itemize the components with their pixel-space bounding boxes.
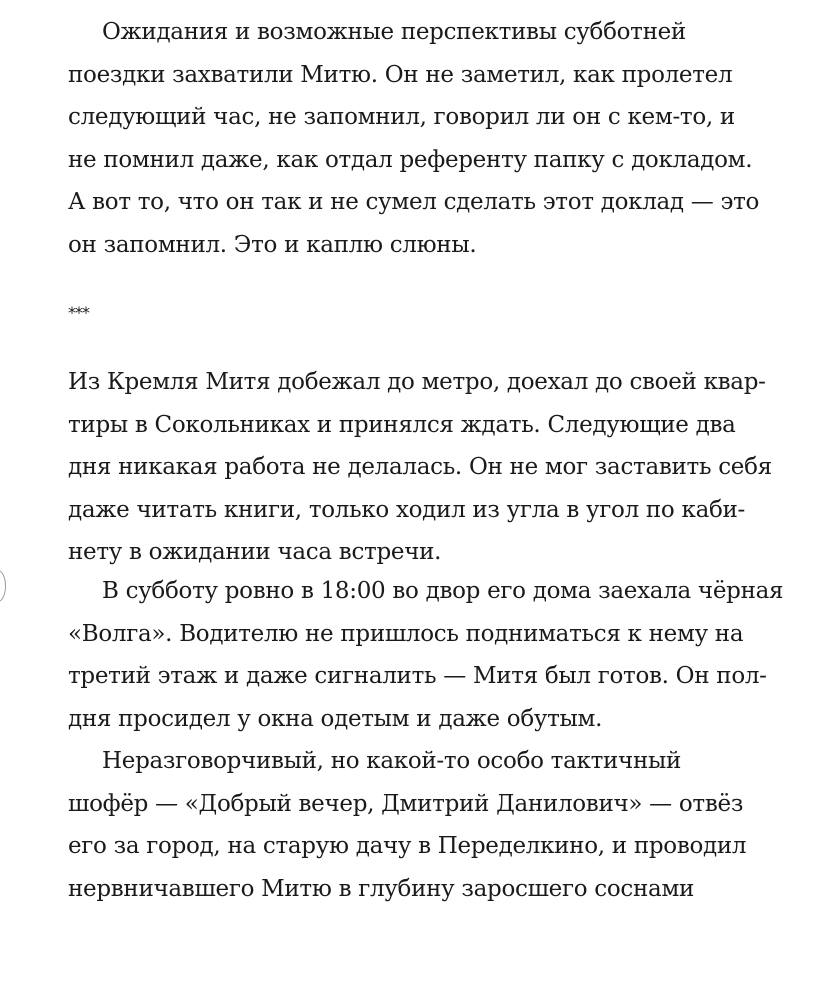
text-line: шофёр — «Добрый вечер, Дмитрий Данилович» — отвёз [68,790,744,817]
text-line: не помнил даже, как отдал референту папку с докладом. [68,146,753,173]
text-line: Ожидания и возможные перспективы субботней [102,19,686,45]
paragraph-1 [68,11,808,266]
text-line: его за город, на старую дачу в Переделкино, и проводил [68,833,747,859]
text-line: нету в ожидании часа встречи. [68,539,442,565]
section-divider: *** [68,303,89,322]
text-line: даже читать книги, только ходил из угла в угол по каби- [68,496,746,523]
text-line: поездки захватили Митю. Он не заметил, как пролетел [68,61,733,88]
text-line: тиры в Сокольниках и принялся ждать. Следующие два [68,411,736,438]
text-line: дня просидел у окна одетым и даже обутым. [68,705,603,732]
paragraph-2 [68,361,808,574]
paragraph-4 [68,740,808,910]
text-line: В субботу ровно в 18:00 во двор его дома заехала чёрная [102,578,784,604]
text-line: нервничавшего Митю в глубину заросшего соснами [68,875,695,902]
paragraph-3 [68,570,808,740]
page-edge-mark [0,570,6,602]
text-line: Неразговорчивый, но какой-то особо тактичный [102,748,682,774]
text-line: Из Кремля Митя добежал до метро, доехал до своей квар- [68,369,766,395]
text-line: «Волга». Водителю не пришлось подниматься к нему на [68,620,744,647]
text-line: третий этаж и даже сигналить — Митя был готов. Он пол- [68,663,767,689]
text-line: дня никакая работа не делалась. Он не мог заставить себя [68,454,772,480]
text-line: следующий час, не запомнил, говорил ли он с кем-то, и [68,104,735,130]
text-line: А вот то, что он так и не сумел сделать этот доклад — это [68,189,760,215]
text-line: он запомнил. Это и каплю слюны. [68,231,477,258]
